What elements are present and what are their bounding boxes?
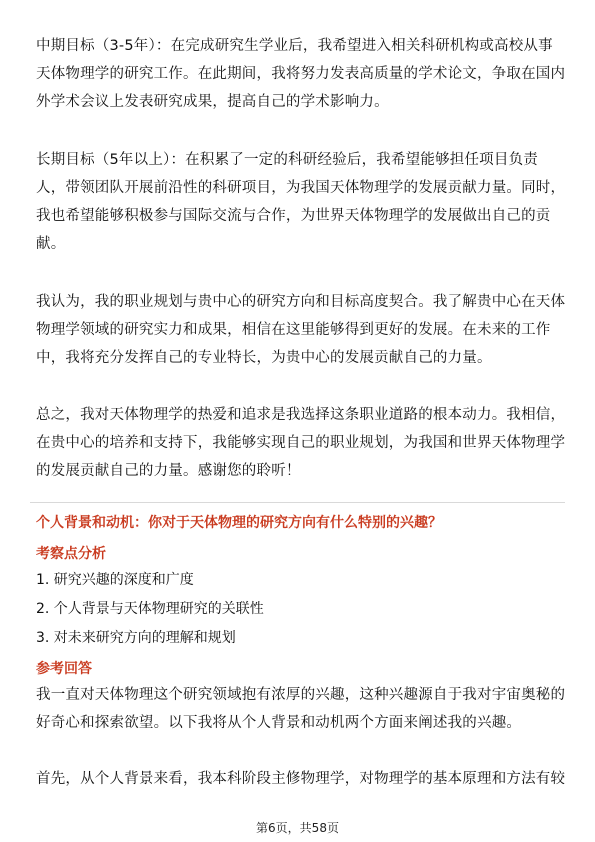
page-number-footer: 第6页，共58页 bbox=[256, 821, 339, 835]
answer-heading: 参考回答 bbox=[36, 661, 92, 677]
text-line: 外学术会议上发表研究成果，提高自己的学术影响力。 bbox=[36, 94, 389, 110]
text-line: 我认为，我的职业规划与贵中心的研究方向和目标高度契合。我了解贵中心在天体 bbox=[36, 294, 566, 310]
section-divider bbox=[30, 502, 565, 503]
paragraph-mid-term-goal bbox=[36, 32, 566, 116]
text-line: 首先，从个人背景来看，我本科阶段主修物理学，对物理学的基本原理和方法有较 bbox=[36, 771, 566, 787]
paragraph-career-fit bbox=[36, 288, 566, 372]
paragraph-conclusion bbox=[36, 401, 566, 485]
analysis-item: 1. 研究兴趣的深度和广度 bbox=[36, 572, 194, 588]
text-line: 在贵中心的培养和支持下，我能够实现自己的职业规划，为我国和世界天体物理学 bbox=[36, 435, 566, 451]
text-line: 天体物理学的研究工作。在此期间，我将努力发表高质量的学术论文，争取在国内 bbox=[36, 66, 566, 82]
analysis-heading: 考察点分析 bbox=[36, 546, 106, 562]
text-line: 中，我将充分发挥自己的专业特长，为贵中心的发展贡献自己的力量。 bbox=[36, 350, 492, 366]
text-line: 我一直对天体物理这个研究领域抱有浓厚的兴趣，这种兴趣源自于我对宇宙奥秘的 bbox=[36, 687, 566, 703]
analysis-item: 3. 对未来研究方向的理解和规划 bbox=[36, 630, 236, 646]
text-line: 人，带领团队开展前沿性的科研项目，为我国天体物理学的发展贡献力量。同时， bbox=[36, 180, 566, 196]
analysis-item: 2. 个人背景与天体物理研究的关联性 bbox=[36, 601, 264, 617]
paragraph-answer-background bbox=[36, 765, 566, 793]
text-line: 好奇心和探索欲望。以下我将从个人背景和动机两个方面来阐述我的兴趣。 bbox=[36, 715, 522, 731]
text-line: 献。 bbox=[36, 236, 66, 252]
text-line: 的发展贡献自己的力量。感谢您的聆听！ bbox=[36, 463, 301, 479]
paragraph-long-term-goal bbox=[36, 146, 566, 258]
text-line: 中期目标（3-5年）：在完成研究生学业后，我希望进入相关科研机构或高校从事 bbox=[36, 38, 553, 54]
text-line: 我也希望能够积极参与国际交流与合作，为世界天体物理学的发展做出自己的贡 bbox=[36, 208, 551, 224]
text-line: 长期目标（5年以上）：在积累了一定的科研经验后，我希望能够担任项目负责 bbox=[36, 152, 538, 168]
text-line: 总之，我对天体物理学的热爱和追求是我选择这条职业道路的根本动力。我相信， bbox=[36, 407, 566, 423]
paragraph-answer-intro bbox=[36, 681, 566, 737]
question-heading: 个人背景和动机：你对于天体物理的研究方向有什么特别的兴趣？ bbox=[36, 515, 442, 531]
text-line: 物理学领域的研究实力和成果，相信在这里能够得到更好的发展。在未来的工作 bbox=[36, 322, 551, 338]
